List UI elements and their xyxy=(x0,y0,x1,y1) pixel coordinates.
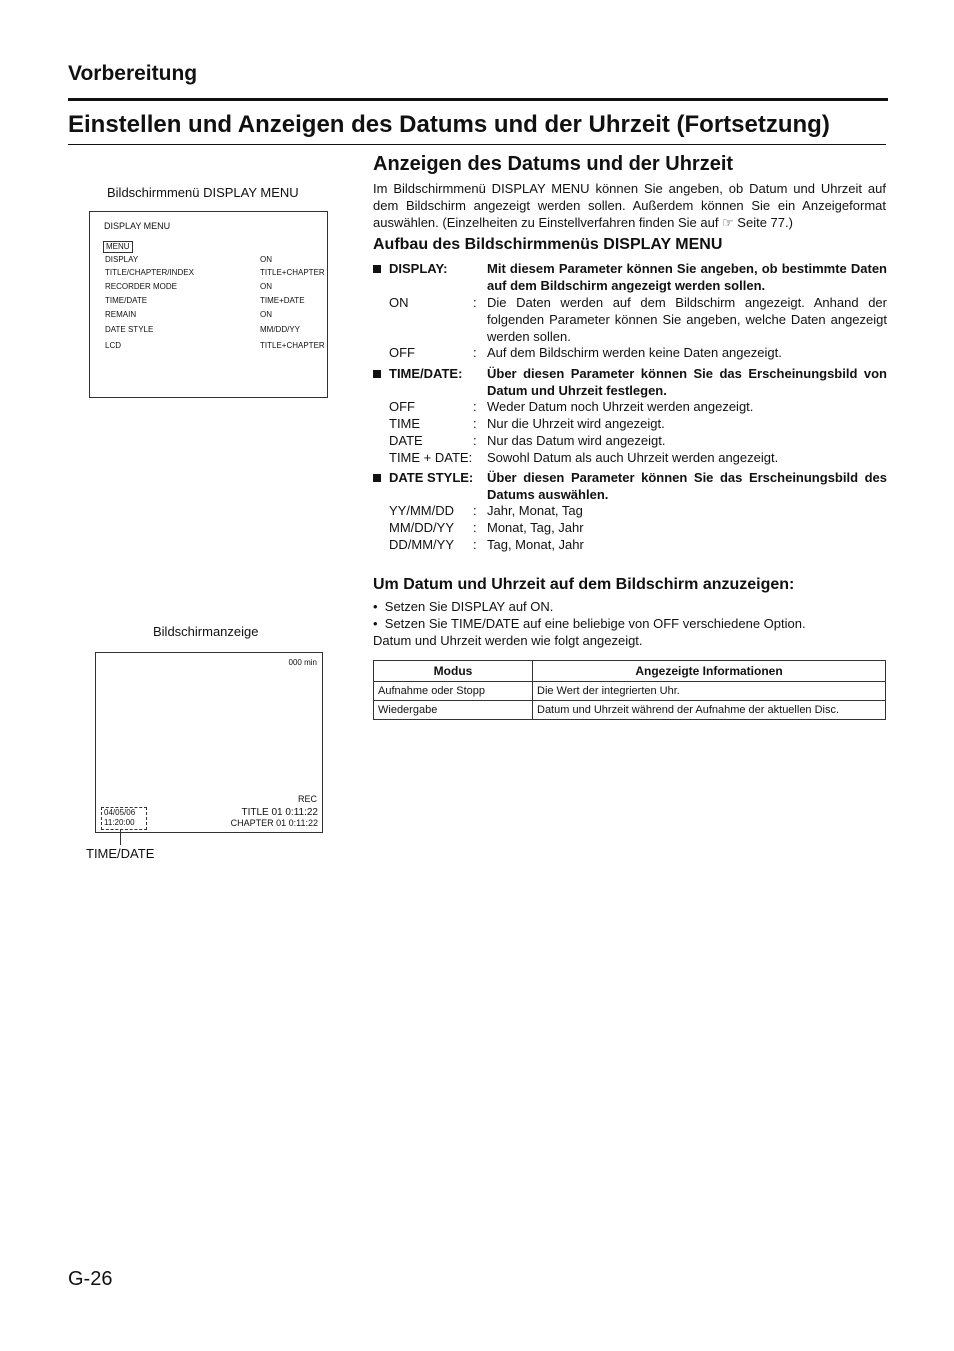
option-description: Die Daten werden auf dem Bildschirm angezeigt. Anhand der folgenden Parameter können Sie angeben, welche Daten angezeigt werden sollen. xyxy=(487,295,887,344)
step-text: Setzen Sie TIME/DATE auf eine beliebige von OFF verschiedene Option. xyxy=(384,616,806,631)
menu-row-key: LCD xyxy=(105,341,122,350)
info-table xyxy=(373,660,886,720)
menu-row-value: ON xyxy=(260,282,272,291)
menu-row-value: MM/DD/YY xyxy=(260,325,300,334)
option-description: Nur die Uhrzeit wird angezeigt. xyxy=(487,416,665,431)
menu-row-key: REMAIN xyxy=(105,310,137,319)
title-rule xyxy=(68,144,886,145)
square-bullet-icon xyxy=(373,370,381,378)
table-header-row xyxy=(374,661,886,682)
square-bullet-icon xyxy=(373,474,381,482)
menu-row-key: DISPLAY xyxy=(105,255,139,264)
chapter-readout: CHAPTER 01 0:11:22 xyxy=(230,818,318,828)
table-cell: Die Wert der integrierten Uhr. xyxy=(533,682,886,701)
option-description: Nur das Datum wird angezeigt. xyxy=(487,433,666,448)
intro-paragraph: Im Bildschirmmenü DISPLAY MENU können Sie angeben, ob Datum und Uhrzeit auf dem Bildschirm angezeigt werden sollen. Außerdem können Sie ein Anzeigeformat auswählen. (Einzelheiten zu Einstellverfahren finden Sie auf ☞ Seite 77.) xyxy=(373,181,886,230)
param-key: DATE STYLE: xyxy=(389,470,474,485)
param-time-date xyxy=(373,365,887,399)
option-description: Auf dem Bildschirm werden keine Daten angezeigt. xyxy=(487,345,782,360)
date-readout: 04/05/06 xyxy=(104,808,136,817)
structure-heading: Aufbau des Bildschirmmenüs DISPLAY MENU xyxy=(373,236,723,253)
table-row xyxy=(374,682,886,701)
display-figure-caption: Bildschirmanzeige xyxy=(153,624,259,639)
param-key: TIME/DATE: xyxy=(389,366,463,381)
param-description: Mit diesem Parameter können Sie angeben, ob bestimmte Daten auf dem Bildschirm angezeigt werden sollen. xyxy=(487,261,887,293)
menu-row-value: TITLE+CHAPTER xyxy=(260,341,325,350)
title-readout: TITLE 01 0:11:22 xyxy=(241,807,318,818)
list-item: • Setzen Sie TIME/DATE auf eine beliebige von OFF verschiedene Option. xyxy=(373,616,806,631)
table-cell: Aufnahme oder Stopp xyxy=(374,682,533,701)
option-description: Sowohl Datum als auch Uhrzeit werden angezeigt. xyxy=(487,450,779,465)
header-rule xyxy=(68,98,888,101)
table-row xyxy=(374,701,886,720)
option-key: OFF xyxy=(389,399,415,414)
steps-note: Datum und Uhrzeit werden wie folgt angezeigt. xyxy=(373,633,643,648)
menu-row-value: TIME+DATE xyxy=(260,296,305,305)
menu-screen-figure xyxy=(89,211,328,398)
table-header-cell: Angezeigte Informationen xyxy=(533,661,886,682)
param-description: Über diesen Parameter können Sie das Erscheinungsbild von Datum und Uhrzeit festlegen. xyxy=(487,366,887,398)
howto-heading: Um Datum und Uhrzeit auf dem Bildschirm anzuzeigen: xyxy=(373,576,795,593)
option-description: Monat, Tag, Jahr xyxy=(487,520,584,535)
option-key: YY/MM/DD xyxy=(389,503,454,518)
menu-row-value: ON xyxy=(260,310,272,319)
menu-row-value: ON xyxy=(260,255,272,264)
menu-row-key: TIME/DATE xyxy=(105,296,148,305)
param-date-style xyxy=(373,469,887,503)
option-key: MM/DD/YY xyxy=(389,520,454,535)
option-description: Weder Datum noch Uhrzeit werden angezeigt. xyxy=(487,399,754,414)
param-display xyxy=(373,260,887,294)
menu-tab: MENU xyxy=(103,241,133,253)
list-item: • Setzen Sie DISPLAY auf ON. xyxy=(373,599,554,614)
param-key: DISPLAY: xyxy=(389,261,448,276)
callout-leader-line xyxy=(120,829,121,845)
option-key: TIME + DATE: xyxy=(389,450,473,465)
menu-screen-title: DISPLAY MENU xyxy=(104,221,171,231)
menu-row-value: TITLE+CHAPTER xyxy=(260,268,325,277)
menu-row-key: RECORDER MODE xyxy=(105,282,178,291)
main-heading: Anzeigen des Datums und der Uhrzeit xyxy=(373,153,734,175)
option-description: Jahr, Monat, Tag xyxy=(487,503,583,518)
rec-indicator: REC xyxy=(297,794,317,804)
option-key: DATE xyxy=(389,433,423,448)
display-screen-figure xyxy=(95,652,323,833)
option-key: OFF xyxy=(389,345,415,360)
param-description: Über diesen Parameter können Sie das Erscheinungsbild des Datums auswählen. xyxy=(487,470,887,502)
menu-row-key: TITLE/CHAPTER/INDEX xyxy=(105,268,194,277)
square-bullet-icon xyxy=(373,265,381,273)
remain-readout: 000 min xyxy=(288,658,317,667)
page-number: G-26 xyxy=(68,1268,113,1290)
option-description: Tag, Monat, Jahr xyxy=(487,537,584,552)
option-key: DD/MM/YY xyxy=(389,537,454,552)
option-row: ON : Die Daten werden auf dem Bildschirm angezeigt. Anhand der folgenden Parameter können Sie angeben, welche Daten angezeigt werden sollen. xyxy=(389,295,887,344)
step-text: Setzen Sie DISPLAY auf ON. xyxy=(384,599,554,614)
menu-row-key: DATE STYLE xyxy=(105,325,154,334)
menu-figure-caption: Bildschirmmenü DISPLAY MENU xyxy=(107,185,299,200)
option-key: ON xyxy=(389,295,409,310)
table-header-cell: Modus xyxy=(374,661,533,682)
option-key: TIME xyxy=(389,416,421,431)
page-title: Einstellen und Anzeigen des Datums und der Uhrzeit (Fortsetzung) xyxy=(68,111,830,138)
time-date-readout xyxy=(101,807,147,830)
time-date-callout: TIME/DATE xyxy=(86,846,155,861)
section-label: Vorbereitung xyxy=(68,62,198,85)
table-cell: Datum und Uhrzeit während der Aufnahme der aktuellen Disc. xyxy=(533,701,886,720)
time-readout: 11:20:00 xyxy=(104,818,135,827)
table-cell: Wiedergabe xyxy=(374,701,533,720)
